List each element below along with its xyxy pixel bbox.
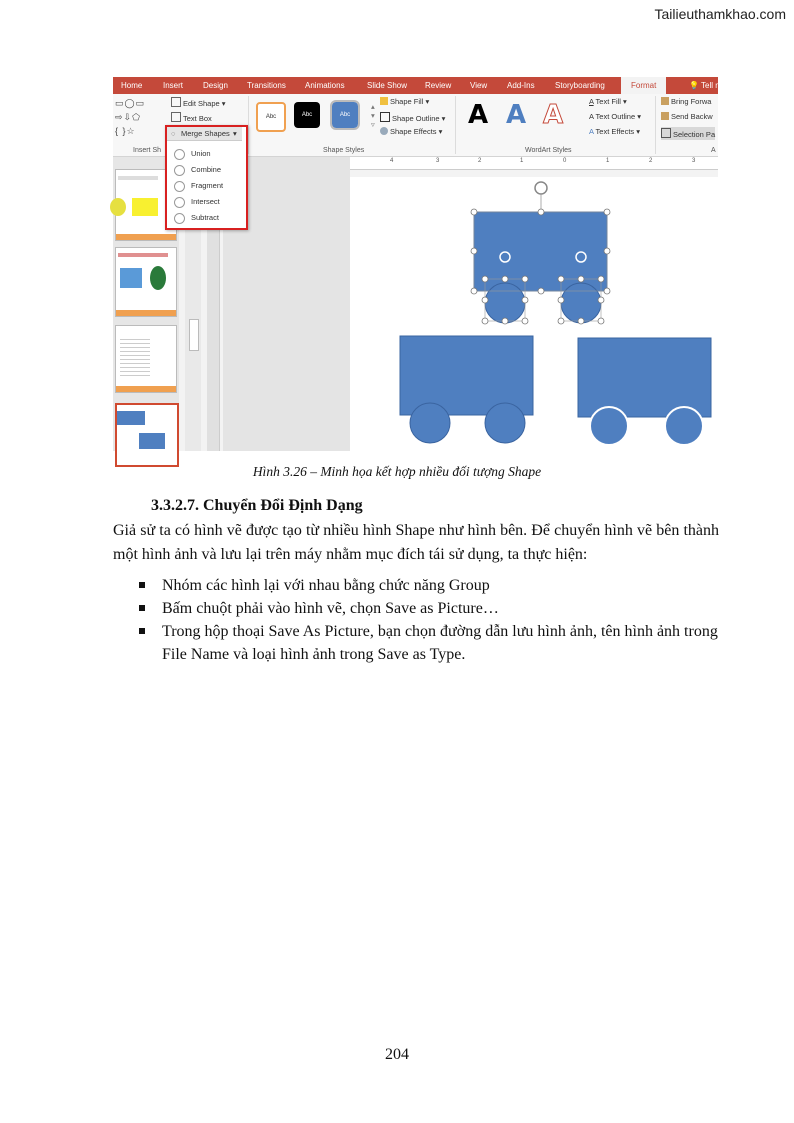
bring-forward-icon xyxy=(661,97,669,105)
slide-footer-bar xyxy=(116,234,176,240)
selection-pane-button[interactable]: Selection Pa xyxy=(661,127,715,140)
merge-shapes-icon: ◌ xyxy=(171,129,176,138)
truck-wheel-shape[interactable] xyxy=(561,283,601,323)
fragment-icon xyxy=(174,181,185,192)
ruler-label: 1 xyxy=(606,158,610,164)
selection-pane-icon xyxy=(661,128,671,138)
tab-transitions[interactable]: Transitions xyxy=(247,81,286,90)
figure-caption: Hình 3.26 – Minh họa kết hợp nhiều đối tượng Shape xyxy=(252,464,542,479)
tab-format[interactable]: Format xyxy=(621,77,666,94)
bring-forward-button[interactable]: Bring Forwa xyxy=(661,97,711,106)
slide-thumbnail-selected[interactable] xyxy=(115,403,179,467)
menu-item-combine[interactable]: Combine xyxy=(167,161,242,177)
ruler-label: 3 xyxy=(436,158,440,164)
slide-canvas[interactable] xyxy=(350,177,718,451)
paint-bucket-icon xyxy=(380,97,388,105)
ruler-label: 2 xyxy=(649,158,653,164)
slide-shape xyxy=(117,411,145,425)
merge-shapes-button[interactable]: ◌ Merge Shapes ▾ xyxy=(167,127,242,141)
tab-animations[interactable]: Animations xyxy=(305,81,345,90)
ruler-label: 2 xyxy=(478,158,482,164)
bullet-list xyxy=(137,574,719,666)
shapes-row-2: ⇨⇩⬠ xyxy=(115,112,141,122)
menu-item-fragment[interactable]: Fragment xyxy=(167,177,242,193)
ruler-label: 3 xyxy=(692,158,696,164)
slide-shape xyxy=(150,266,166,290)
scrollbar-thumb[interactable] xyxy=(189,319,199,351)
section-heading: 3.3.2.7. Chuyển Đổi Định Dạng xyxy=(151,497,363,514)
tab-storyboarding[interactable]: Storyboarding xyxy=(555,81,605,90)
shape-gallery[interactable] xyxy=(115,96,145,138)
shape-outline-button[interactable]: Shape Outline ▾ xyxy=(380,112,445,123)
combine-icon xyxy=(174,165,185,176)
text-fill-icon: A xyxy=(589,97,594,106)
bullet-square-icon xyxy=(139,605,145,611)
wordart-styles-group-label: WordArt Styles xyxy=(525,147,572,154)
slide-title-line xyxy=(118,253,168,257)
watermark: Tailieuthamkhao.com xyxy=(654,6,786,22)
truck-wheel-shape[interactable] xyxy=(410,403,450,443)
ribbon-separator xyxy=(248,96,249,154)
shape-fill-button[interactable]: Shape Fill ▾ xyxy=(380,97,429,106)
bullet-square-icon xyxy=(139,582,145,588)
insert-shapes-group-label: Insert Sh xyxy=(133,147,162,154)
gallery-more-icon[interactable]: ▴ ▾ ▿ xyxy=(371,102,375,129)
slide-footer-bar xyxy=(116,386,176,392)
shape-style-sample-3[interactable]: Abc xyxy=(332,102,358,128)
truck-wheel-shape[interactable] xyxy=(485,403,525,443)
shape-styles-group-label: Shape Styles xyxy=(323,147,365,154)
truck-body-shape[interactable] xyxy=(400,336,533,415)
body-paragraph: Giả sử ta có hình vẽ được tạo từ nhiều hình Shape như hình bên. Để chuyển hình vẽ bên thành một hình ảnh và lưu lại trên máy nhằm mục đích tái sử dụng, ta thực hiện: xyxy=(113,522,719,563)
shapes-row-3: { }☆ xyxy=(115,126,136,136)
shape-style-sample-1[interactable]: Abc xyxy=(256,102,286,132)
chevron-down-icon: ▾ xyxy=(233,129,237,138)
slide-thumbnail[interactable] xyxy=(115,325,177,393)
tab-view[interactable]: View xyxy=(470,81,488,90)
menu-item-intersect[interactable]: Intersect xyxy=(167,193,242,209)
truck-wheel-shape[interactable] xyxy=(590,407,628,445)
pen-icon xyxy=(380,112,390,122)
merge-shapes-menu xyxy=(165,125,248,230)
slide-thumbnail[interactable] xyxy=(115,247,177,317)
slide-shape xyxy=(139,433,165,449)
intersect-icon xyxy=(174,197,185,208)
shape-effects-button[interactable]: Shape Effects ▾ xyxy=(380,127,442,136)
union-icon xyxy=(174,149,185,160)
slide-shapes xyxy=(350,177,718,451)
horizontal-ruler xyxy=(350,157,718,170)
wordart-sample-3[interactable]: A xyxy=(543,100,564,130)
edit-shape-button[interactable]: Edit Shape ▾ xyxy=(171,97,226,108)
text-outline-icon: A xyxy=(589,112,594,121)
vertical-ruler xyxy=(207,227,220,451)
bullet-square-icon xyxy=(139,628,145,634)
shapes-row-1: ▭◯▭ xyxy=(115,98,146,108)
list-item: Trong hộp thoại Save As Picture, bạn chọn đường dẫn lưu hình ảnh, tên hình ảnh trong File Name và loại hình ảnh trong Save as Type. xyxy=(137,620,719,666)
tab-add-ins[interactable]: Add-Ins xyxy=(507,81,535,90)
menu-item-subtract[interactable]: Subtract xyxy=(167,209,242,225)
text-box-button[interactable]: Text Box xyxy=(171,112,212,123)
tab-review[interactable]: Review xyxy=(425,81,452,90)
ruler-label: 0 xyxy=(563,158,567,164)
arrange-group-label: A xyxy=(711,147,716,154)
text-effects-icon: A xyxy=(589,127,594,136)
ribbon-tab-bar xyxy=(113,77,722,94)
wordart-sample-1[interactable]: A xyxy=(468,100,489,130)
truck-wheel-shape[interactable] xyxy=(485,283,525,323)
rotate-handle-icon[interactable] xyxy=(535,182,547,194)
slide-text-lines xyxy=(120,336,150,376)
text-fill-button[interactable]: A Text Fill ▾ xyxy=(589,97,627,106)
text-box-icon xyxy=(171,112,181,122)
subtract-icon xyxy=(174,213,185,224)
tab-slide-show[interactable]: Slide Show xyxy=(367,81,408,90)
ribbon-separator xyxy=(455,96,456,154)
powerpoint-screenshot xyxy=(113,77,722,451)
tab-home[interactable]: Home xyxy=(121,81,143,90)
tab-tell-me[interactable]: 💡 Tell m xyxy=(689,81,722,90)
slide-picture xyxy=(120,268,142,288)
text-outline-button[interactable]: A Text Outline ▾ xyxy=(589,112,642,121)
wordart-sample-2[interactable]: A xyxy=(506,100,527,130)
slide-shape xyxy=(132,198,158,216)
lightbulb-icon: 💡 xyxy=(689,81,699,90)
tab-design[interactable]: Design xyxy=(203,81,228,90)
list-item: Nhóm các hình lại với nhau bằng chức năng Group xyxy=(137,574,719,597)
text-effects-button[interactable]: A Text Effects ▾ xyxy=(589,127,641,136)
ribbon-separator xyxy=(655,96,656,154)
slide-shape xyxy=(110,198,126,216)
menu-item-union[interactable]: Union xyxy=(167,145,242,161)
page-number: 204 xyxy=(385,1046,409,1063)
truck-wheel-shape[interactable] xyxy=(665,407,703,445)
slide-title-line xyxy=(118,176,158,180)
truck-body-shape[interactable] xyxy=(578,338,711,417)
list-item: Bấm chuột phải vào hình vẽ, chọn Save as Picture… xyxy=(137,597,719,620)
tab-insert[interactable]: Insert xyxy=(163,81,184,90)
send-backward-button[interactable]: Send Backw xyxy=(661,112,713,121)
ruler-label: 1 xyxy=(520,158,524,164)
send-backward-icon xyxy=(661,112,669,120)
ruler-label: 4 xyxy=(390,158,394,164)
effects-icon xyxy=(380,127,388,135)
slide-footer-bar xyxy=(116,310,176,316)
edit-shape-icon xyxy=(171,97,181,107)
shape-style-sample-2[interactable]: Abc xyxy=(294,102,320,128)
